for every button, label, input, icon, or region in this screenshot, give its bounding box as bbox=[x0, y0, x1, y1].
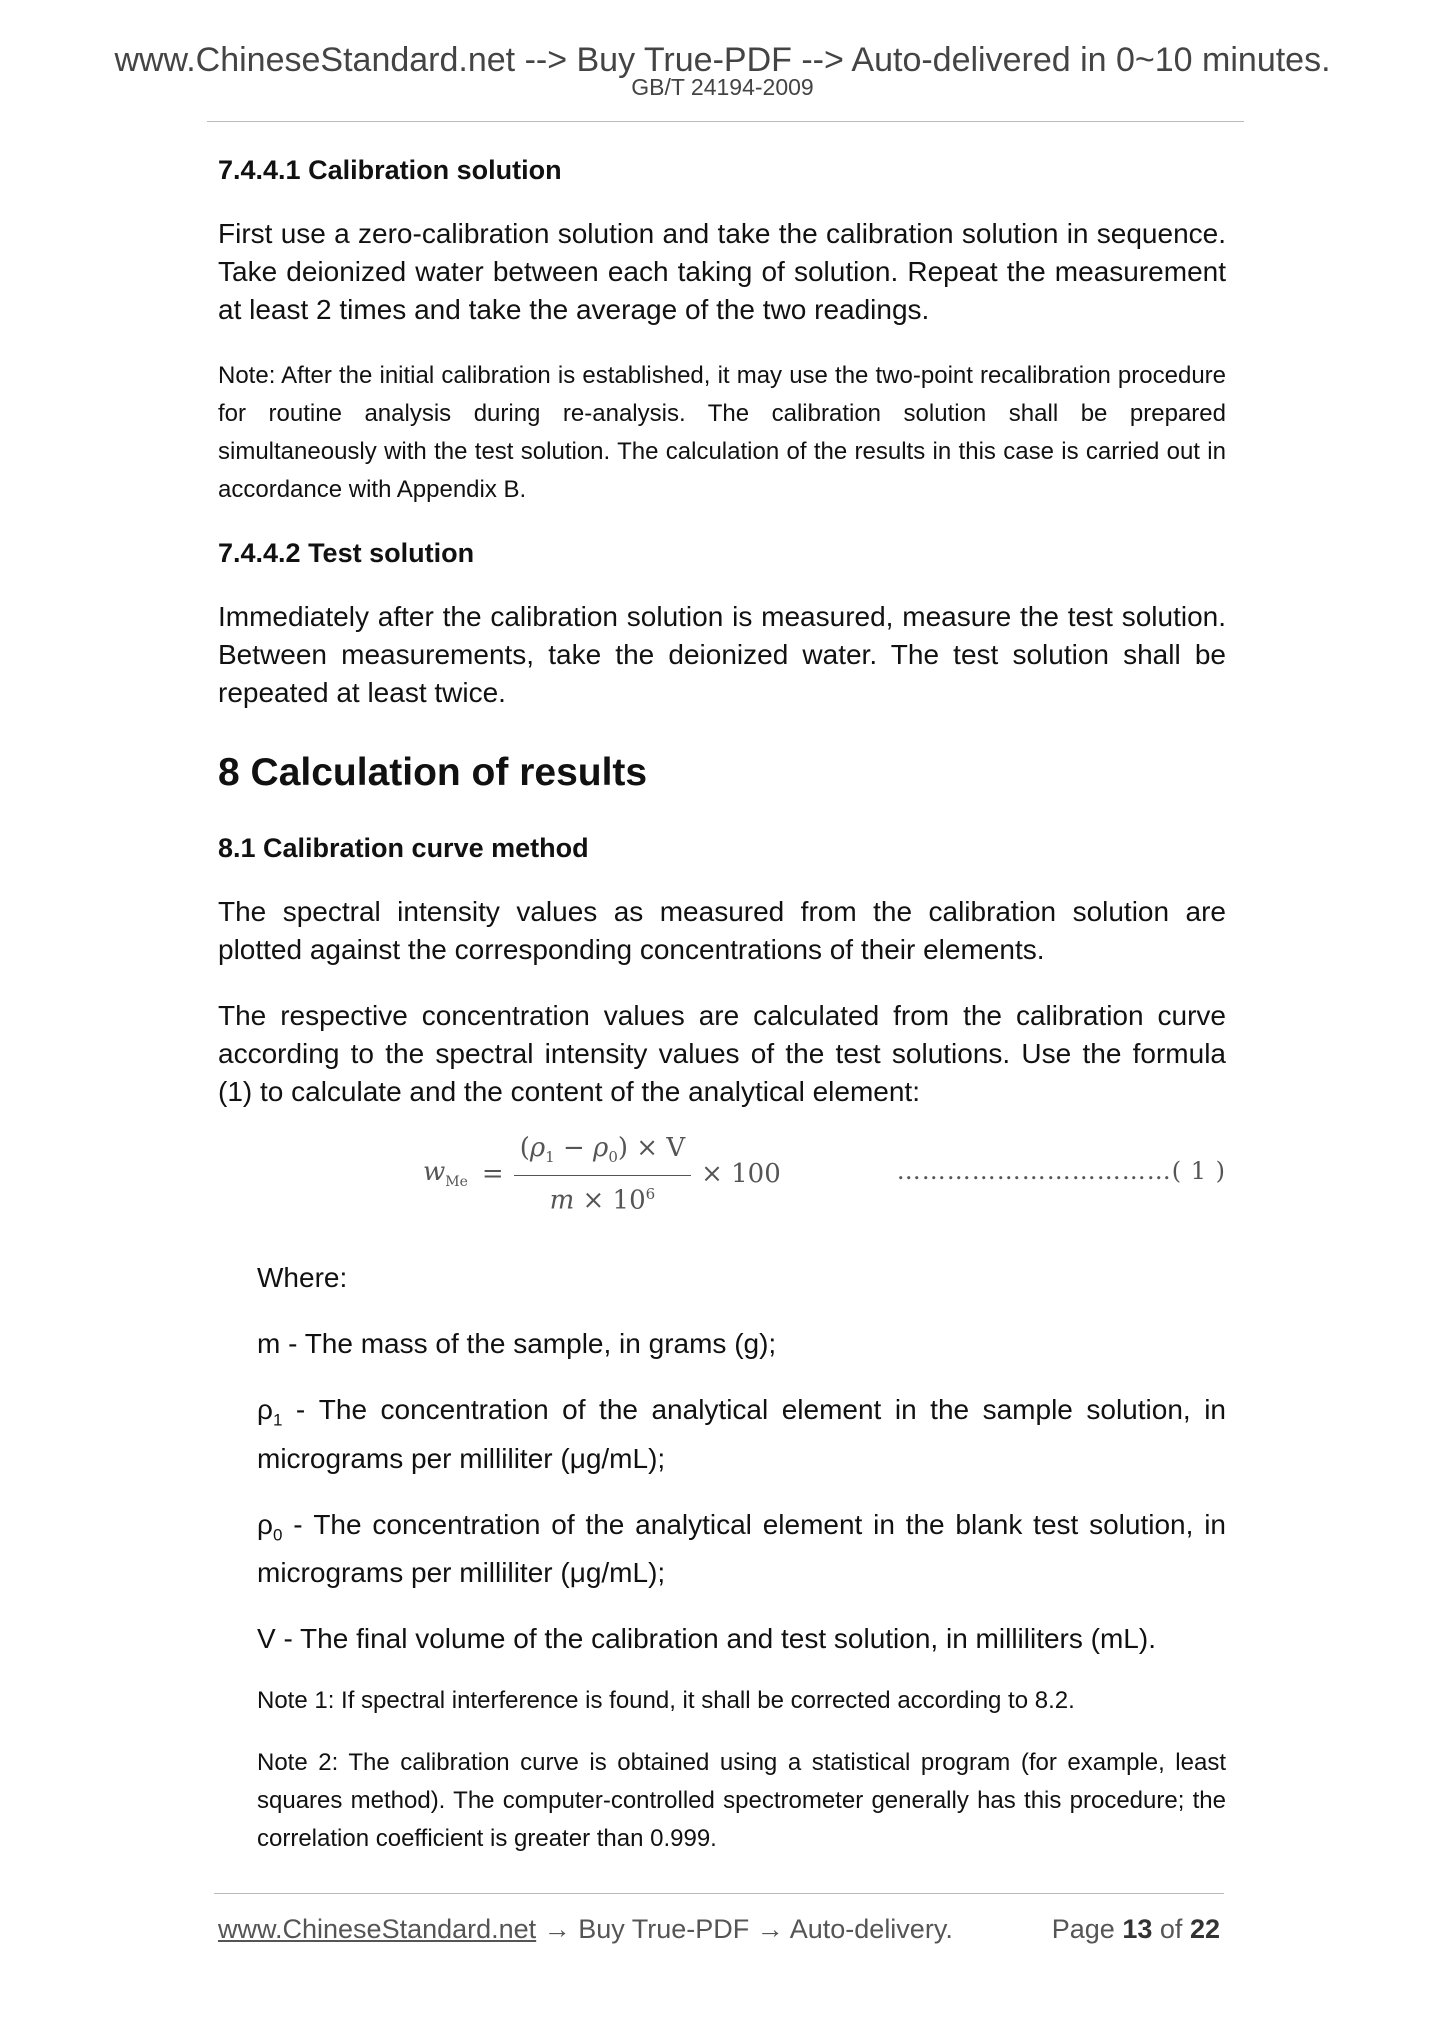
calibration-curve-paragraph-1: The spectral intensity values as measured from the calibration solution are plotted against the corresponding concentrations of their elements. bbox=[218, 896, 1226, 965]
formula-expression bbox=[423, 1131, 781, 1217]
definition-rho1: $\rho_1$ - The concentration of the analytical element in the sample solution, in micrograms per milliliter (μg/mL); bbox=[257, 1394, 1226, 1474]
header-banner: www.ChineseStandard.net --> Buy True-PDF --> Auto-delivered in 0~10 minutes. bbox=[114, 41, 1331, 79]
footer-website-link[interactable]: www.ChineseStandard.net bbox=[218, 1914, 537, 1944]
header-divider bbox=[207, 121, 1244, 122]
equation-number: ……………………………( 1 ) bbox=[896, 1157, 1226, 1185]
test-solution-paragraph: Immediately after the calibration solution is measured, measure the test solution. Between measurements, take the deionized water. The test solution shall be repeated at least twice. bbox=[218, 601, 1226, 708]
definition-v: V - The final volume of the calibration and test solution, in milliliters (mL). bbox=[257, 1623, 1156, 1655]
footer-divider bbox=[214, 1893, 1224, 1894]
formula-lhs: $w_{Me}$ bbox=[423, 1157, 468, 1191]
heading-7-4-4-1: 7.4.4.1 Calibration solution bbox=[218, 155, 562, 185]
note-1: Note 1: If spectral interference is found, it shall be corrected according to 8.2. bbox=[257, 1687, 1075, 1715]
definition-rho0: $\rho_0$ - The concentration of the analytical element in the blank test solution, in micrograms per milliliter (μg/mL); bbox=[257, 1508, 1226, 1589]
definition-m: m - The mass of the sample, in grams (g); bbox=[257, 1328, 777, 1359]
formula-denominator: $m \times 10^6$ bbox=[549, 1184, 656, 1216]
calibration-solution-paragraph: First use a zero-calibration solution and take the calibration solution in sequence. Take deionized water between each taking of solution. Repeat the measurement at least 2 times and take the average of the two readings. bbox=[218, 218, 1226, 325]
page-footer bbox=[218, 1912, 1220, 1946]
calibration-note: Note: After the initial calibration is established, it may use the two-point recalibration procedure for routine analysis during re-analysis. The calibration solution shall be prepared simultaneously with the test solution. The calculation of the results in this case is carried out in accordance with Appendix B. bbox=[218, 362, 1226, 503]
footer-tail-text: → Buy True-PDF → Auto-delivery. bbox=[536, 1914, 953, 1944]
heading-7-4-4-2: 7.4.4.2 Test solution bbox=[218, 538, 475, 568]
formula-equals: = bbox=[481, 1159, 504, 1189]
formula-fraction bbox=[514, 1130, 691, 1219]
page-number: Page 13 of 22 bbox=[1051, 1914, 1220, 1944]
heading-8-1: 8.1 Calibration curve method bbox=[218, 833, 589, 863]
formula-numerator: $(\rho_1 - \rho_0) \times V$ bbox=[514, 1130, 691, 1176]
document-body bbox=[218, 150, 1226, 1882]
standard-code: GB/T 24194-2009 bbox=[631, 74, 814, 100]
calibration-curve-paragraph-2: The respective concentration values are calculated from the calibration curve according to the spectral intensity values of the test solutions. Use the formula (1) to calculate and the content of the analytical element: bbox=[218, 1000, 1226, 1107]
note-2: Note 2: The calibration curve is obtained using a statistical program (for example, least squares method). The computer-controlled spectrometer generally has this procedure; the correlation coefficient is greater than 0.999. bbox=[257, 1749, 1226, 1853]
formula-times-100: × 100 bbox=[701, 1159, 781, 1189]
where-label: Where: bbox=[257, 1262, 348, 1293]
heading-8: 8 Calculation of results bbox=[218, 751, 648, 794]
formula-1 bbox=[218, 1131, 1226, 1221]
